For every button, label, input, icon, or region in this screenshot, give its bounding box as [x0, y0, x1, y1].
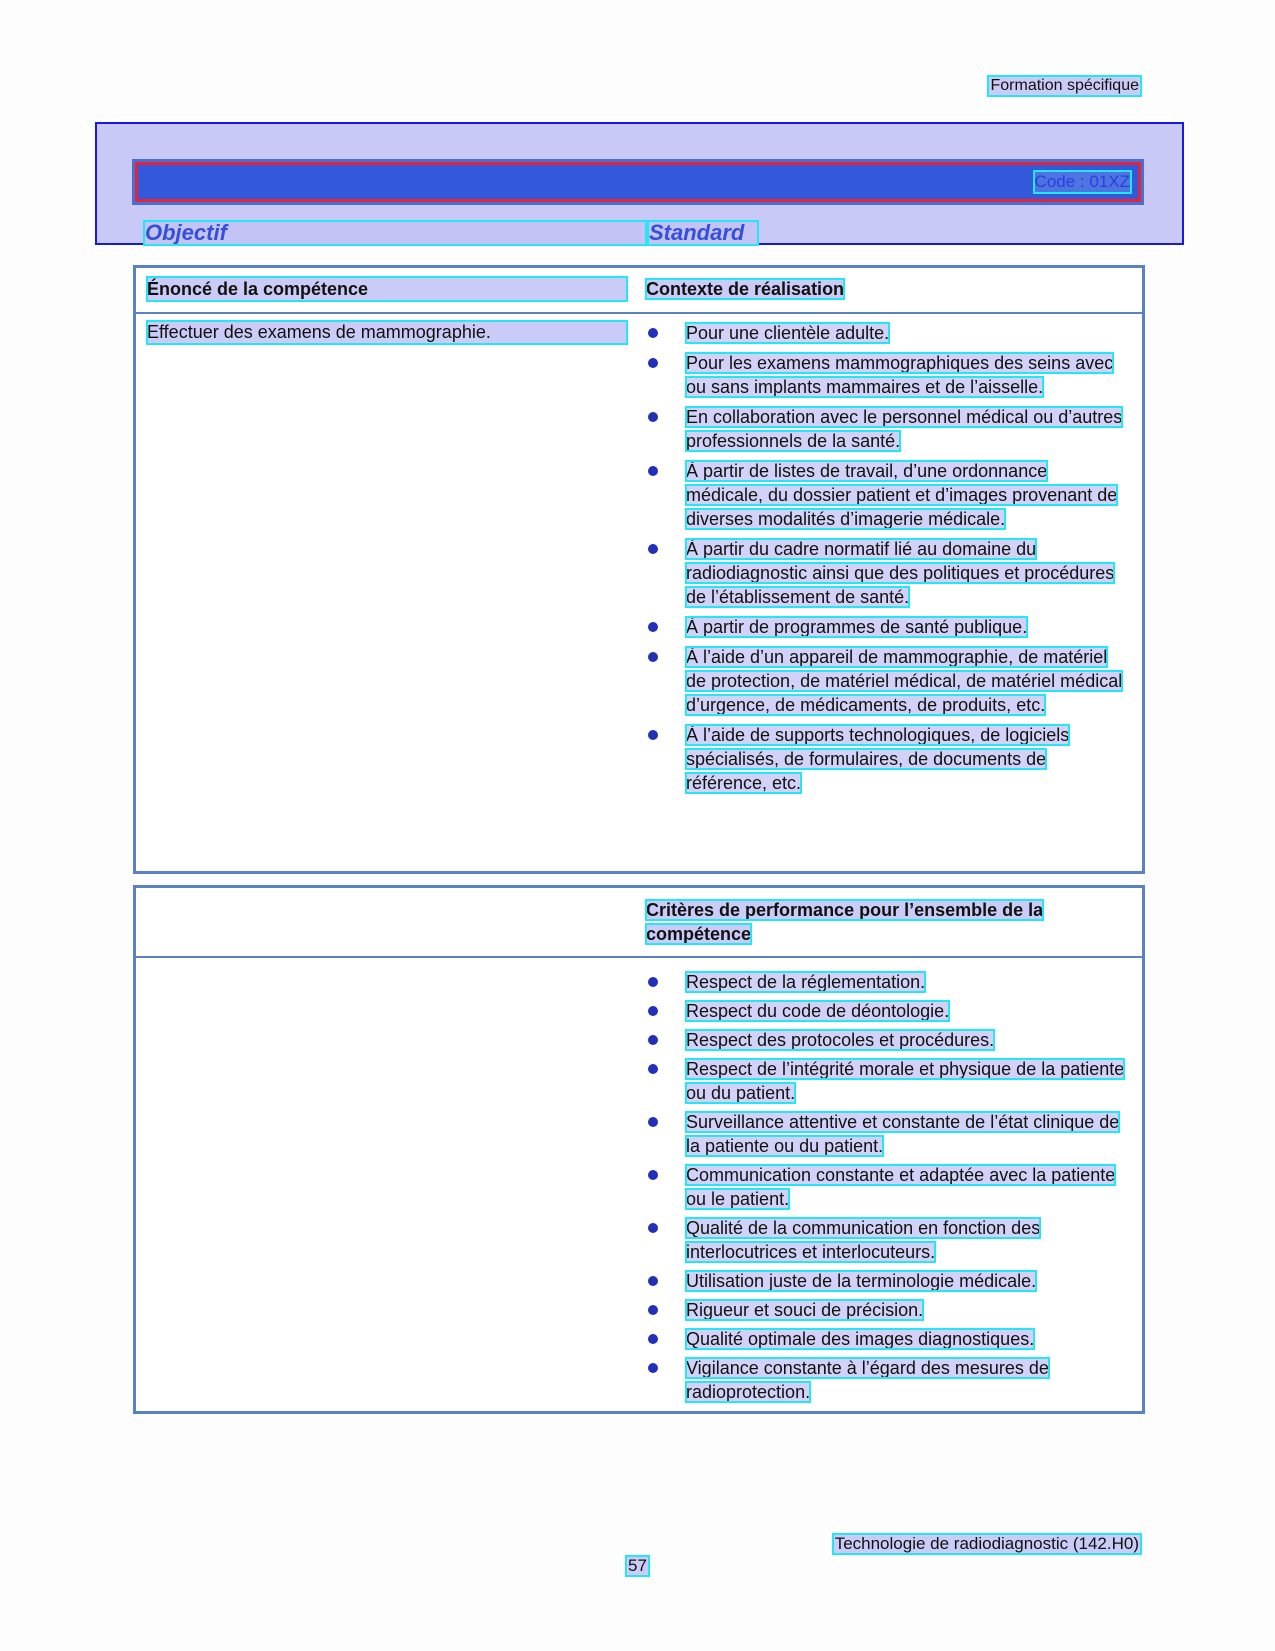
- section-header: Formation spécifique: [990, 77, 1139, 94]
- list-item-text: Pour une clientèle adulte.: [686, 323, 890, 343]
- bullet-icon: [648, 1305, 658, 1315]
- contexte-list: [646, 321, 1126, 795]
- list-item: [646, 1028, 1126, 1052]
- bullet-icon: [648, 1006, 658, 1016]
- list-item: [646, 723, 1126, 795]
- bullet-icon: [648, 1223, 658, 1233]
- contexte-heading: Contexte de réalisation: [646, 279, 845, 299]
- list-item-text: En collaboration avec le personnel médical ou d’autres professionnels de la santé.: [686, 407, 1123, 451]
- standard-title: Standard: [649, 222, 757, 244]
- list-item: [646, 1356, 1126, 1404]
- list-item: [646, 1110, 1126, 1158]
- list-item: [646, 970, 1126, 994]
- criteres-heading: Critères de performance pour l’ensemble de la compétence: [646, 900, 1044, 944]
- table-header: [136, 268, 1142, 314]
- list-item-text: Rigueur et souci de précision.: [686, 1300, 924, 1320]
- list-item-text: Pour les examens mammographiques des seins avec ou sans implants mammaires et de l’aisselle.: [686, 353, 1114, 397]
- list-item-text: Respect de l’intégrité morale et physique de la patiente ou du patient.: [686, 1059, 1125, 1103]
- list-item-text: Respect du code de déontologie.: [686, 1001, 950, 1021]
- performance-table: [133, 885, 1145, 1414]
- list-item-text: À partir de programmes de santé publique.: [686, 617, 1028, 637]
- bullet-icon: [648, 1117, 658, 1127]
- list-item: [646, 999, 1126, 1023]
- list-item: [646, 1269, 1126, 1293]
- list-item-text: Qualité optimale des images diagnostiques.: [686, 1329, 1035, 1349]
- bullet-icon: [648, 1170, 658, 1180]
- list-item: [646, 321, 1126, 345]
- list-item: [646, 1163, 1126, 1211]
- list-item-text: Respect de la réglementation.: [686, 972, 926, 992]
- code-bar: [135, 162, 1141, 202]
- list-item: [646, 615, 1126, 639]
- list-item-text: Utilisation juste de la terminologie médicale.: [686, 1271, 1037, 1291]
- enonce-text: Effectuer des examens de mammographie.: [147, 321, 627, 344]
- list-item-text: À l’aide de supports technologiques, de logiciels spécialisés, de formulaires, de documents de référence, etc.: [686, 725, 1070, 793]
- list-item: [646, 645, 1126, 717]
- list-item: [646, 459, 1126, 531]
- list-item-text: Communication constante et adaptée avec la patiente ou le patient.: [686, 1165, 1116, 1209]
- bullet-icon: [648, 328, 658, 338]
- bullet-icon: [648, 1334, 658, 1344]
- bullet-icon: [648, 977, 658, 987]
- bullet-icon: [648, 652, 658, 662]
- bullet-icon: [648, 622, 658, 632]
- list-item: [646, 537, 1126, 609]
- contexte-list-container: [646, 321, 1126, 801]
- footer-program: Technologie de radiodiagnostic (142.H0): [834, 1534, 1139, 1553]
- bullet-icon: [648, 730, 658, 740]
- criteres-list: [646, 970, 1126, 1404]
- list-item: [646, 1057, 1126, 1105]
- bullet-icon: [648, 358, 658, 368]
- bullet-icon: [648, 1035, 658, 1045]
- table-header: [136, 888, 1142, 958]
- list-item-text: Respect des protocoles et procédures.: [686, 1030, 995, 1050]
- bullet-icon: [648, 412, 658, 422]
- list-item: [646, 1298, 1126, 1322]
- list-item: [646, 1216, 1126, 1264]
- list-item-text: Qualité de la communication en fonction des interlocutrices et interlocuteurs.: [686, 1218, 1041, 1262]
- bullet-icon: [648, 1276, 658, 1286]
- list-item: [646, 1327, 1126, 1351]
- bullet-icon: [648, 1363, 658, 1373]
- criteres-list-container: [646, 970, 1126, 1409]
- bullet-icon: [648, 466, 658, 476]
- list-item-text: Surveillance attentive et constante de l’état clinique de la patiente ou du patient.: [686, 1112, 1120, 1156]
- bullet-icon: [648, 544, 658, 554]
- objectif-title: Objectif: [145, 222, 645, 244]
- list-item: [646, 351, 1126, 399]
- competency-banner: [95, 122, 1184, 245]
- competency-table: [133, 265, 1145, 874]
- list-item-text: À l’aide d’un appareil de mammographie, de matériel de protection, de matériel médical, de matériel médical d’urgence, de médicaments, de produits, etc.: [686, 647, 1123, 715]
- list-item-text: À partir du cadre normatif lié au domaine du radiodiagnostic ainsi que des politiques et procédures de l’établissement de santé.: [686, 539, 1115, 607]
- list-item-text: À partir de listes de travail, d’une ordonnance médicale, du dossier patient et d’images provenant de diverses modalités d’imagerie médicale.: [686, 461, 1118, 529]
- list-item-text: Vigilance constante à l’égard des mesures de radioprotection.: [686, 1358, 1049, 1402]
- page-number: 57: [628, 1556, 647, 1575]
- competency-code: Code : 01XZ: [1034, 172, 1130, 191]
- list-item: [646, 405, 1126, 453]
- enonce-heading: Énoncé de la compétence: [147, 277, 627, 301]
- bullet-icon: [648, 1064, 658, 1074]
